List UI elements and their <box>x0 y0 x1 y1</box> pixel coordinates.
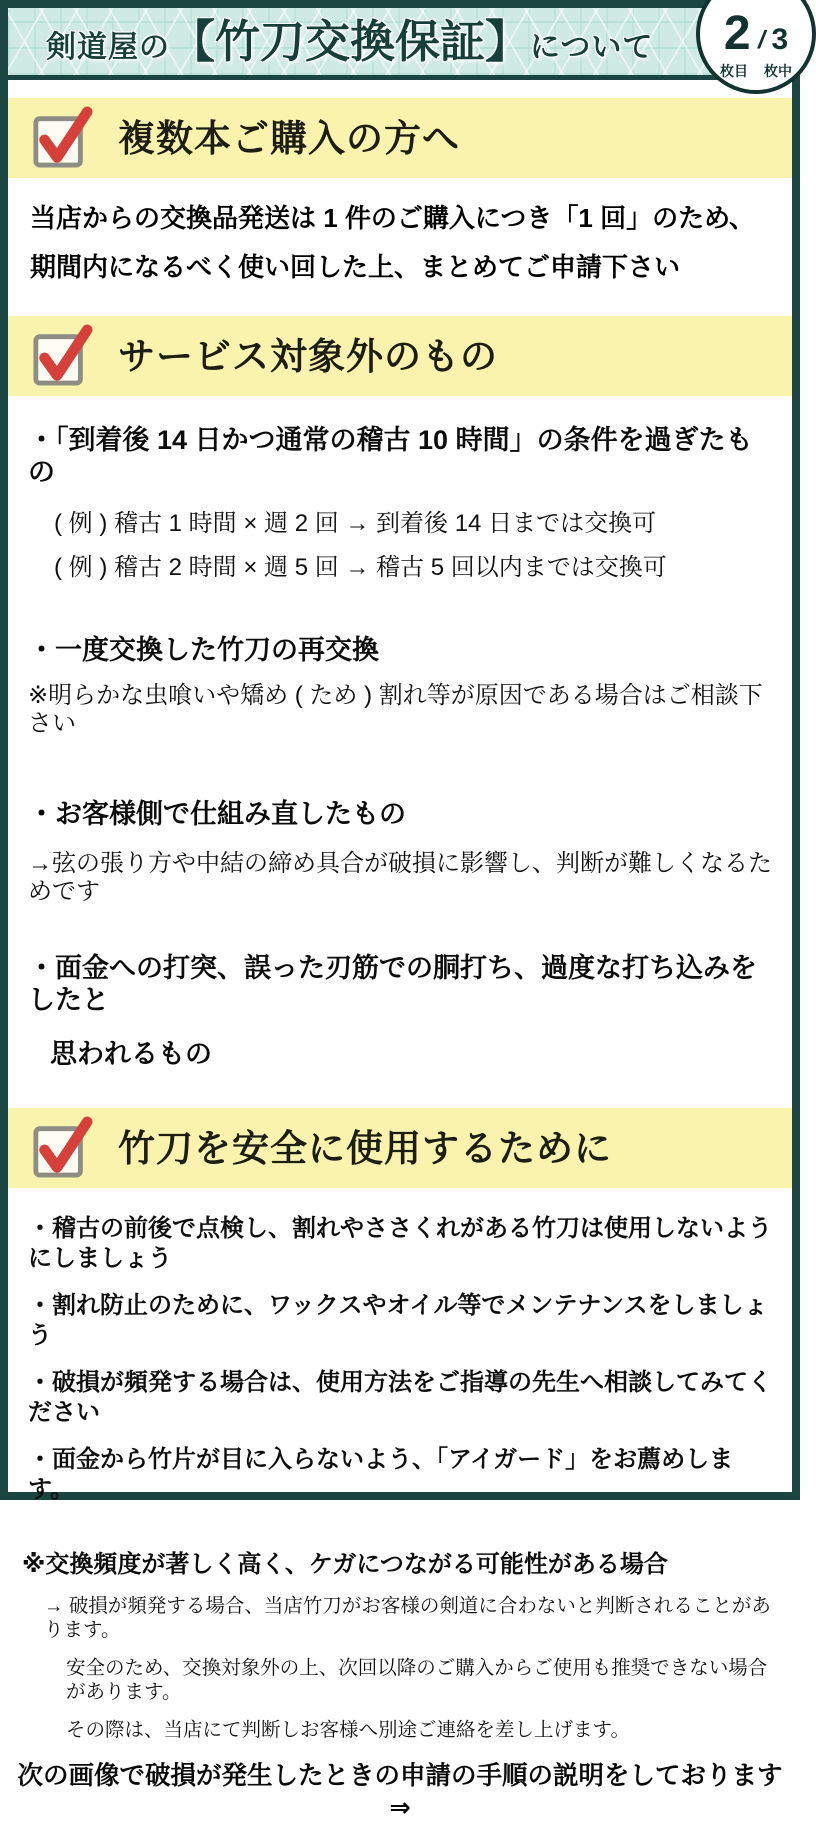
page-current-unit: 枚目 <box>720 63 748 79</box>
caution-line-1: → 破損が頻発する場合、当店竹刀がお客様の剣道に合わないと判断されることがあります。 <box>44 1595 771 1641</box>
exclusion-item-reassembled: ・お客様側で仕組み直したもの <box>28 799 406 829</box>
exclusion-item-misuse-line1: ・面金への打突、誤った刃筋での胴打ち、過度な打ち込みをしたと <box>28 953 757 1015</box>
section2-heading-band <box>8 316 792 396</box>
exclusion-item-condition: ・「到着後 14 日かつ通常の稽古 10 時間」の条件を過ぎたもの <box>28 425 753 487</box>
safety-tip-consult: ・破損が頻発する場合は、使用方法をご指導の先生へ相談してみてください <box>28 1369 772 1426</box>
section1-line2: 期間内になるべく使い回した上、まとめてご申請下さい <box>30 252 681 282</box>
title-main: 【竹刀交換保証】 <box>170 16 531 67</box>
exclusion-note-reassembled: →弦の張り方や中結の締め具合が破損に影響し、判断が難しくなるためです <box>28 850 772 905</box>
page-divider: / <box>755 26 769 54</box>
checkbox-icon <box>32 1114 92 1182</box>
section1-line1: 当店からの交換品発送は 1 件のご購入につき「1 回」のため、 <box>30 203 756 233</box>
page-indicator-content <box>720 7 792 90</box>
safety-tip-maintenance: ・割れ防止のために、ワックスやオイル等でメンテナンスをしましょう <box>28 1292 768 1349</box>
section1-body <box>30 194 792 292</box>
exclusion-item-reexchange: ・一度交換した竹刀の再交換 <box>28 635 379 665</box>
next-image-pointer: 次の画像で破損が発生したときの申請の手順の説明をしております ⇒ <box>17 1762 783 1822</box>
checkbox-icon <box>32 322 92 390</box>
safety-tip-inspection: ・稽古の前後で点検し、割れやささくれがある竹刀は使用しないようにしましょう <box>28 1215 772 1272</box>
exclusion-example-1: ( 例 ) 稽古 1 時間 × 週 2 回 → 到着後 14 日までは交換可 <box>54 510 657 537</box>
section2-body <box>8 424 792 1070</box>
caution-title: ※交換頻度が著しく高く、ケガにつながる可能性がある場合 <box>22 1551 668 1578</box>
exclusion-example-2: ( 例 ) 稽古 2 時間 × 週 5 回 → 稽古 5 回以内までは交換可 <box>54 554 667 581</box>
page-current-number: 2 <box>723 7 751 60</box>
caution-line-3: その際は、当店にて判断しお客様へ別途ご連絡を差し上げます。 <box>66 1719 630 1741</box>
page-total-unit: 枚中 <box>764 63 792 79</box>
header-banner <box>8 8 792 80</box>
caution-block <box>8 1522 792 1742</box>
exclusion-note-reexchange: ※明らかな虫喰いや矯め ( ため ) 割れ等が原因である場合はご相談下さい <box>28 682 763 737</box>
section1-heading-band <box>8 98 792 178</box>
exclusion-item-misuse-line2: 思われるもの <box>50 1039 212 1069</box>
safety-tip-eyeguard: ・面金から竹片が目に入らないよう、「アイガード」をお薦めします。 <box>28 1446 734 1503</box>
checkbox-icon <box>32 104 92 172</box>
section2-heading: サービス対象外のもの <box>118 335 498 377</box>
section1-heading: 複数本ご購入の方へ <box>118 117 460 159</box>
page-title <box>46 16 654 67</box>
caution-line-2: 安全のため、交換対象外の上、次回以降のご購入からご使用も推奨できない場合があります。 <box>66 1657 768 1703</box>
section3-heading: 竹刀を安全に使用するために <box>118 1127 612 1169</box>
title-suffix: について <box>530 31 654 64</box>
section3-body <box>8 1188 792 1505</box>
section3-heading-band <box>8 1108 792 1188</box>
page-total-number: 3 <box>771 23 789 56</box>
title-prefix: 剣道屋の <box>46 31 170 64</box>
